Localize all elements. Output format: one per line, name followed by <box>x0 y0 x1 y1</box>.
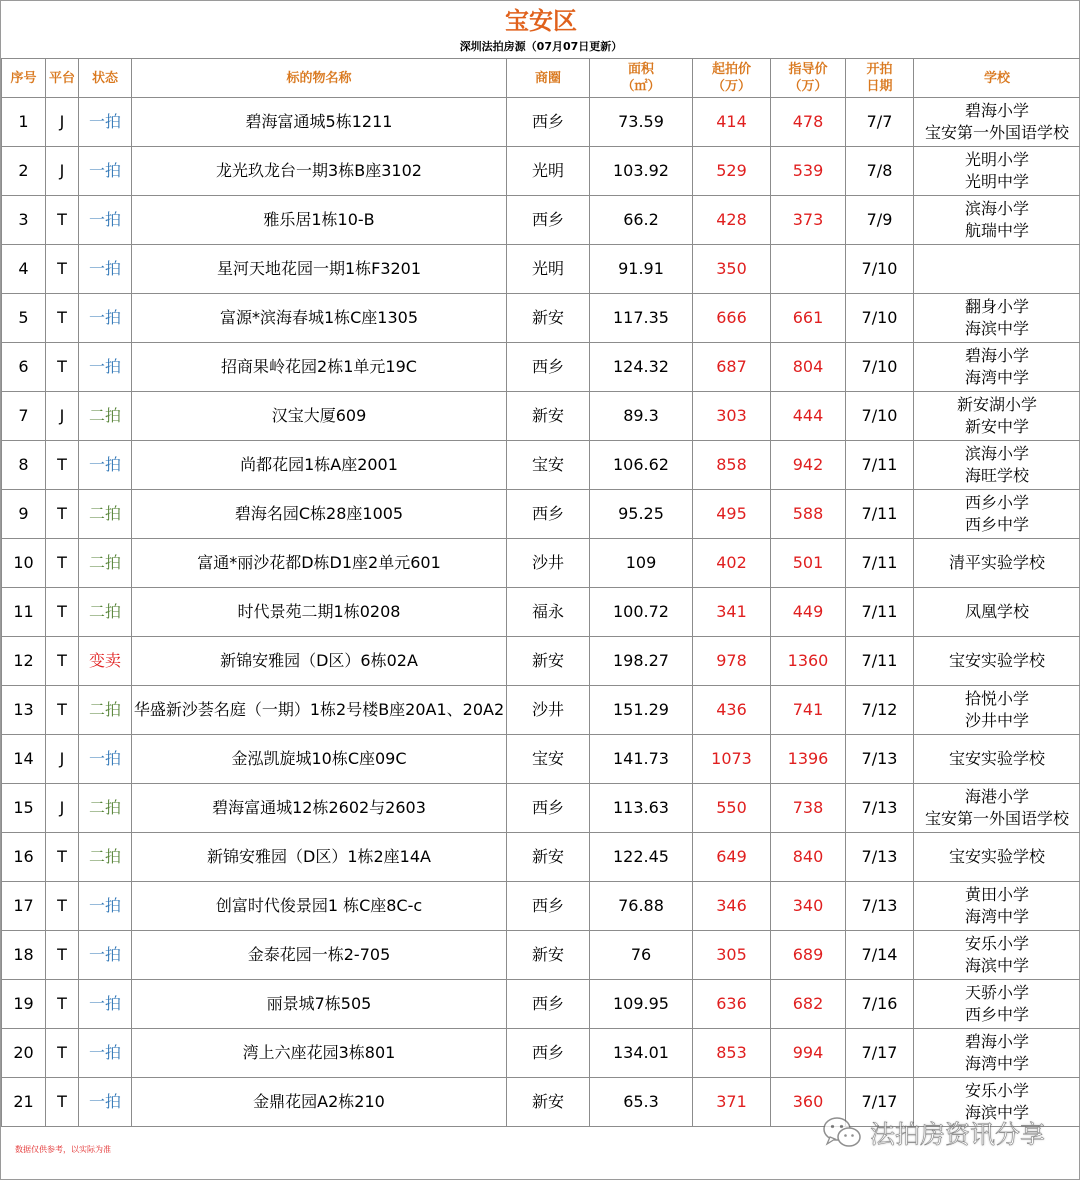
cell-status: 一拍 <box>79 196 132 245</box>
cell-school <box>914 392 1080 441</box>
cell-district: 西乡 <box>507 784 590 833</box>
table-row <box>2 490 1080 539</box>
column-header-text: 开拍 <box>866 62 893 77</box>
cell-start-price: 1073 <box>693 735 771 784</box>
cell-status: 一拍 <box>79 343 132 392</box>
table-row <box>2 98 1080 147</box>
cell-start-price: 303 <box>693 392 771 441</box>
school-name: 海滨中学 <box>964 956 1029 975</box>
cell-property-name: 碧海富通城5栋1211 <box>132 98 507 147</box>
cell-area: 106.62 <box>590 441 693 490</box>
cell-guide-price: 741 <box>771 686 846 735</box>
page-title: 宝安区 <box>505 7 577 35</box>
cell-area: 95.25 <box>590 490 693 539</box>
column-header-text: 学校 <box>983 70 1010 86</box>
column-header-text: 标的物名称 <box>286 70 352 86</box>
cell-school <box>914 931 1080 980</box>
cell-platform: J <box>46 147 79 196</box>
cell-platform: J <box>46 392 79 441</box>
cell-no: 5 <box>2 294 46 343</box>
cell-date: 7/11 <box>846 637 914 686</box>
cell-area: 89.3 <box>590 392 693 441</box>
cell-platform: T <box>46 833 79 882</box>
cell-status: 一拍 <box>79 441 132 490</box>
school-name: 拾悦小学 <box>964 689 1029 708</box>
cell-platform: T <box>46 931 79 980</box>
cell-start-price: 495 <box>693 490 771 539</box>
cell-school <box>914 637 1080 686</box>
cell-status: 二拍 <box>79 588 132 637</box>
school-name: 天骄小学 <box>964 983 1029 1002</box>
cell-school <box>914 833 1080 882</box>
cell-no: 1 <box>2 98 46 147</box>
column-header-text: 指导价 <box>788 62 828 77</box>
cell-district: 新安 <box>507 1078 590 1127</box>
column-header-school <box>914 59 1080 98</box>
table-row <box>2 931 1080 980</box>
school-name: 宝安第一外国语学校 <box>924 123 1069 142</box>
school-name: 海旺学校 <box>964 466 1029 485</box>
cell-start-price: 636 <box>693 980 771 1029</box>
cell-platform: J <box>46 98 79 147</box>
cell-platform: T <box>46 441 79 490</box>
cell-date: 7/12 <box>846 686 914 735</box>
table-row <box>2 245 1080 294</box>
school-name: 凤凰学校 <box>964 602 1029 621</box>
cell-no: 2 <box>2 147 46 196</box>
cell-status: 二拍 <box>79 686 132 735</box>
column-header-text: 日期 <box>866 79 893 94</box>
cell-guide-price: 373 <box>771 196 846 245</box>
school-name: 宝安实验学校 <box>948 847 1045 866</box>
cell-no: 9 <box>2 490 46 539</box>
cell-school <box>914 343 1080 392</box>
cell-status: 一拍 <box>79 245 132 294</box>
school-name: 光明小学 <box>964 150 1029 169</box>
cell-date: 7/13 <box>846 882 914 931</box>
school-name: 安乐小学 <box>964 934 1029 953</box>
column-header-text: （万） <box>711 79 751 94</box>
cell-property-name: 湾上六座花园3栋801 <box>132 1029 507 1078</box>
school-name: 碧海小学 <box>964 101 1029 120</box>
table-row <box>2 392 1080 441</box>
cell-district: 光明 <box>507 245 590 294</box>
cell-district: 沙井 <box>507 686 590 735</box>
cell-property-name: 金泰花园一栋2-705 <box>132 931 507 980</box>
school-name: 西乡中学 <box>964 515 1029 534</box>
school-name: 西乡小学 <box>964 493 1029 512</box>
cell-date: 7/13 <box>846 833 914 882</box>
column-header-status <box>79 59 132 98</box>
cell-property-name: 汉宝大厦609 <box>132 392 507 441</box>
cell-property-name: 华盛新沙荟名庭（一期）1栋2号楼B座20A1、20A2 <box>132 686 507 735</box>
cell-district: 新安 <box>507 833 590 882</box>
cell-platform: T <box>46 490 79 539</box>
cell-district: 西乡 <box>507 980 590 1029</box>
cell-guide-price: 588 <box>771 490 846 539</box>
cell-start-price: 402 <box>693 539 771 588</box>
cell-area: 109.95 <box>590 980 693 1029</box>
cell-guide-price: 340 <box>771 882 846 931</box>
cell-guide-price: 840 <box>771 833 846 882</box>
cell-property-name: 新锦安雅园（D区）1栋2座14A <box>132 833 507 882</box>
school-name: 海滨中学 <box>964 319 1029 338</box>
cell-start-price: 550 <box>693 784 771 833</box>
cell-property-name: 雅乐居1栋10-B <box>132 196 507 245</box>
cell-district: 西乡 <box>507 1029 590 1078</box>
cell-school <box>914 1029 1080 1078</box>
cell-guide-price: 478 <box>771 98 846 147</box>
column-header-text: 商圈 <box>534 70 561 86</box>
cell-area: 76 <box>590 931 693 980</box>
cell-date: 7/11 <box>846 441 914 490</box>
cell-school <box>914 784 1080 833</box>
cell-school <box>914 196 1080 245</box>
column-header-guide-price <box>771 59 846 98</box>
cell-platform: J <box>46 735 79 784</box>
school-name: 碧海小学 <box>964 346 1029 365</box>
cell-district: 西乡 <box>507 490 590 539</box>
table-row <box>2 735 1080 784</box>
cell-school <box>914 735 1080 784</box>
column-header-text: 序号 <box>10 70 37 86</box>
cell-no: 16 <box>2 833 46 882</box>
cell-no: 19 <box>2 980 46 1029</box>
cell-property-name: 碧海名园C栋28座1005 <box>132 490 507 539</box>
column-header-date <box>846 59 914 98</box>
cell-no: 3 <box>2 196 46 245</box>
cell-start-price: 436 <box>693 686 771 735</box>
cell-platform: T <box>46 196 79 245</box>
cell-start-price: 529 <box>693 147 771 196</box>
cell-no: 15 <box>2 784 46 833</box>
cell-guide-price: 360 <box>771 1078 846 1127</box>
cell-school <box>914 294 1080 343</box>
cell-district: 西乡 <box>507 343 590 392</box>
cell-start-price: 428 <box>693 196 771 245</box>
cell-platform: T <box>46 245 79 294</box>
cell-status: 一拍 <box>79 1029 132 1078</box>
cell-area: 76.88 <box>590 882 693 931</box>
listing-table <box>1 58 1080 1127</box>
school-name: 安乐小学 <box>964 1081 1029 1100</box>
cell-school <box>914 588 1080 637</box>
cell-property-name: 尚都花园1栋A座2001 <box>132 441 507 490</box>
cell-property-name: 金泓凯旋城10栋C座09C <box>132 735 507 784</box>
cell-date: 7/11 <box>846 490 914 539</box>
cell-guide-price: 689 <box>771 931 846 980</box>
cell-guide-price <box>771 245 846 294</box>
school-name: 海湾中学 <box>964 907 1029 926</box>
cell-platform: T <box>46 294 79 343</box>
column-header-text: 起拍价 <box>711 62 751 77</box>
cell-area: 124.32 <box>590 343 693 392</box>
cell-start-price: 346 <box>693 882 771 931</box>
cell-no: 10 <box>2 539 46 588</box>
cell-status: 一拍 <box>79 1078 132 1127</box>
cell-platform: T <box>46 343 79 392</box>
cell-guide-price: 682 <box>771 980 846 1029</box>
school-name: 光明中学 <box>964 172 1029 191</box>
cell-date: 7/11 <box>846 588 914 637</box>
school-name: 海港小学 <box>964 787 1029 806</box>
column-header-name <box>132 59 507 98</box>
table-row <box>2 686 1080 735</box>
cell-property-name: 时代景苑二期1栋0208 <box>132 588 507 637</box>
table-row <box>2 343 1080 392</box>
cell-date: 7/10 <box>846 343 914 392</box>
cell-district: 宝安 <box>507 735 590 784</box>
cell-area: 113.63 <box>590 784 693 833</box>
table-header-row <box>2 59 1080 98</box>
cell-school <box>914 686 1080 735</box>
school-name: 宝安实验学校 <box>948 749 1045 768</box>
table-row <box>2 784 1080 833</box>
cell-district: 新安 <box>507 294 590 343</box>
cell-guide-price: 804 <box>771 343 846 392</box>
cell-guide-price: 738 <box>771 784 846 833</box>
table-row <box>2 882 1080 931</box>
school-name: 新安湖小学 <box>956 395 1037 414</box>
column-header-start-price <box>693 59 771 98</box>
cell-guide-price: 539 <box>771 147 846 196</box>
cell-status: 一拍 <box>79 980 132 1029</box>
cell-platform: J <box>46 784 79 833</box>
cell-date: 7/9 <box>846 196 914 245</box>
cell-property-name: 新锦安雅园（D区）6栋02A <box>132 637 507 686</box>
school-name: 沙井中学 <box>964 711 1029 730</box>
school-name: 海滨中学 <box>964 1103 1029 1122</box>
column-header-text: （㎡） <box>621 79 661 94</box>
cell-no: 14 <box>2 735 46 784</box>
cell-school <box>914 441 1080 490</box>
cell-guide-price: 444 <box>771 392 846 441</box>
column-header-text: 平台 <box>48 70 75 86</box>
table-row <box>2 539 1080 588</box>
cell-school <box>914 98 1080 147</box>
cell-start-price: 853 <box>693 1029 771 1078</box>
cell-status: 一拍 <box>79 98 132 147</box>
cell-platform: T <box>46 1029 79 1078</box>
cell-date: 7/7 <box>846 98 914 147</box>
cell-school <box>914 245 1080 294</box>
cell-status: 一拍 <box>79 931 132 980</box>
cell-district: 西乡 <box>507 98 590 147</box>
cell-status: 一拍 <box>79 882 132 931</box>
cell-no: 17 <box>2 882 46 931</box>
cell-school <box>914 490 1080 539</box>
column-header-district <box>507 59 590 98</box>
cell-property-name: 招商果岭花园2栋1单元19C <box>132 343 507 392</box>
cell-area: 151.29 <box>590 686 693 735</box>
cell-status: 二拍 <box>79 833 132 882</box>
cell-guide-price: 942 <box>771 441 846 490</box>
cell-guide-price: 449 <box>771 588 846 637</box>
school-name: 宝安第一外国语学校 <box>924 809 1069 828</box>
cell-guide-price: 661 <box>771 294 846 343</box>
school-name: 宝安实验学校 <box>948 651 1045 670</box>
cell-property-name: 创富时代俊景园1 栋C座8C-c <box>132 882 507 931</box>
cell-no: 6 <box>2 343 46 392</box>
table-row <box>2 196 1080 245</box>
cell-property-name: 富通*丽沙花都D栋D1座2单元601 <box>132 539 507 588</box>
cell-status: 二拍 <box>79 392 132 441</box>
cell-district: 光明 <box>507 147 590 196</box>
cell-guide-price: 1396 <box>771 735 846 784</box>
cell-start-price: 649 <box>693 833 771 882</box>
cell-date: 7/14 <box>846 931 914 980</box>
cell-platform: T <box>46 637 79 686</box>
cell-start-price: 687 <box>693 343 771 392</box>
cell-platform: T <box>46 686 79 735</box>
cell-property-name: 丽景城7栋505 <box>132 980 507 1029</box>
watermark <box>822 1113 1045 1153</box>
cell-date: 7/17 <box>846 1078 914 1127</box>
cell-area: 103.92 <box>590 147 693 196</box>
cell-school <box>914 980 1080 1029</box>
cell-school <box>914 539 1080 588</box>
cell-date: 7/13 <box>846 784 914 833</box>
cell-no: 13 <box>2 686 46 735</box>
cell-guide-price: 501 <box>771 539 846 588</box>
cell-status: 二拍 <box>79 539 132 588</box>
school-name: 西乡中学 <box>964 1005 1029 1024</box>
cell-status: 变卖 <box>79 637 132 686</box>
cell-start-price: 305 <box>693 931 771 980</box>
table-row <box>2 980 1080 1029</box>
cell-property-name: 龙光玖龙台一期3栋B座3102 <box>132 147 507 196</box>
footnote: 数据仅供参考，以实际为准 <box>15 1145 111 1154</box>
cell-date: 7/16 <box>846 980 914 1029</box>
cell-area: 117.35 <box>590 294 693 343</box>
cell-platform: T <box>46 980 79 1029</box>
school-name: 黄田小学 <box>964 885 1029 904</box>
cell-date: 7/10 <box>846 245 914 294</box>
cell-start-price: 978 <box>693 637 771 686</box>
cell-start-price: 666 <box>693 294 771 343</box>
cell-district: 新安 <box>507 637 590 686</box>
cell-start-price: 371 <box>693 1078 771 1127</box>
cell-school <box>914 147 1080 196</box>
cell-district: 西乡 <box>507 882 590 931</box>
cell-date: 7/10 <box>846 392 914 441</box>
cell-property-name: 碧海富通城12栋2602与2603 <box>132 784 507 833</box>
column-header-text: 面积 <box>627 62 654 77</box>
cell-district: 西乡 <box>507 196 590 245</box>
cell-status: 一拍 <box>79 294 132 343</box>
table-row <box>2 294 1080 343</box>
table-body <box>2 98 1080 1127</box>
column-header-no <box>2 59 46 98</box>
column-header-platform <box>46 59 79 98</box>
cell-no: 12 <box>2 637 46 686</box>
cell-area: 141.73 <box>590 735 693 784</box>
cell-status: 一拍 <box>79 147 132 196</box>
cell-no: 18 <box>2 931 46 980</box>
cell-area: 100.72 <box>590 588 693 637</box>
cell-no: 8 <box>2 441 46 490</box>
cell-property-name: 金鼎花园A2栋210 <box>132 1078 507 1127</box>
cell-date: 7/11 <box>846 539 914 588</box>
cell-platform: T <box>46 882 79 931</box>
table-row <box>2 588 1080 637</box>
school-name: 航瑞中学 <box>964 221 1029 240</box>
school-name: 滨海小学 <box>964 444 1029 463</box>
cell-area: 122.45 <box>590 833 693 882</box>
cell-no: 21 <box>2 1078 46 1127</box>
cell-no: 11 <box>2 588 46 637</box>
cell-area: 91.91 <box>590 245 693 294</box>
school-name: 清平实验学校 <box>948 553 1045 572</box>
cell-district: 新安 <box>507 931 590 980</box>
cell-no: 7 <box>2 392 46 441</box>
school-name: 碧海小学 <box>964 1032 1029 1051</box>
school-name: 滨海小学 <box>964 199 1029 218</box>
cell-date: 7/17 <box>846 1029 914 1078</box>
cell-district: 福永 <box>507 588 590 637</box>
table-row <box>2 1029 1080 1078</box>
cell-area: 198.27 <box>590 637 693 686</box>
cell-guide-price: 994 <box>771 1029 846 1078</box>
cell-school <box>914 882 1080 931</box>
cell-platform: T <box>46 539 79 588</box>
cell-no: 4 <box>2 245 46 294</box>
cell-start-price: 414 <box>693 98 771 147</box>
cell-area: 66.2 <box>590 196 693 245</box>
cell-area: 73.59 <box>590 98 693 147</box>
cell-date: 7/10 <box>846 294 914 343</box>
cell-guide-price: 1360 <box>771 637 846 686</box>
cell-district: 新安 <box>507 392 590 441</box>
school-name: 新安中学 <box>964 417 1029 436</box>
page-subtitle: 深圳法拍房源（07月07日更新） <box>459 40 623 53</box>
school-name: 海湾中学 <box>964 1054 1029 1073</box>
wechat-icon <box>822 1116 862 1150</box>
cell-date: 7/8 <box>846 147 914 196</box>
cell-property-name: 富源*滨海春城1栋C座1305 <box>132 294 507 343</box>
table-row <box>2 637 1080 686</box>
cell-start-price: 350 <box>693 245 771 294</box>
school-name: 翻身小学 <box>964 297 1029 316</box>
watermark-text: 法拍房资讯分享 <box>869 1120 1045 1149</box>
column-header-area <box>590 59 693 98</box>
cell-property-name: 星河天地花园一期1栋F3201 <box>132 245 507 294</box>
column-header-text: 状态 <box>91 70 118 86</box>
cell-date: 7/13 <box>846 735 914 784</box>
table-row <box>2 833 1080 882</box>
cell-area: 65.3 <box>590 1078 693 1127</box>
cell-area: 134.01 <box>590 1029 693 1078</box>
cell-start-price: 341 <box>693 588 771 637</box>
cell-start-price: 858 <box>693 441 771 490</box>
cell-platform: T <box>46 1078 79 1127</box>
cell-area: 109 <box>590 539 693 588</box>
cell-district: 宝安 <box>507 441 590 490</box>
cell-district: 沙井 <box>507 539 590 588</box>
cell-status: 二拍 <box>79 784 132 833</box>
cell-platform: T <box>46 588 79 637</box>
table-row <box>2 147 1080 196</box>
table-row <box>2 441 1080 490</box>
school-name: 海湾中学 <box>964 368 1029 387</box>
cell-status: 二拍 <box>79 490 132 539</box>
cell-status: 一拍 <box>79 735 132 784</box>
cell-no: 20 <box>2 1029 46 1078</box>
column-header-text: （万） <box>788 79 828 94</box>
